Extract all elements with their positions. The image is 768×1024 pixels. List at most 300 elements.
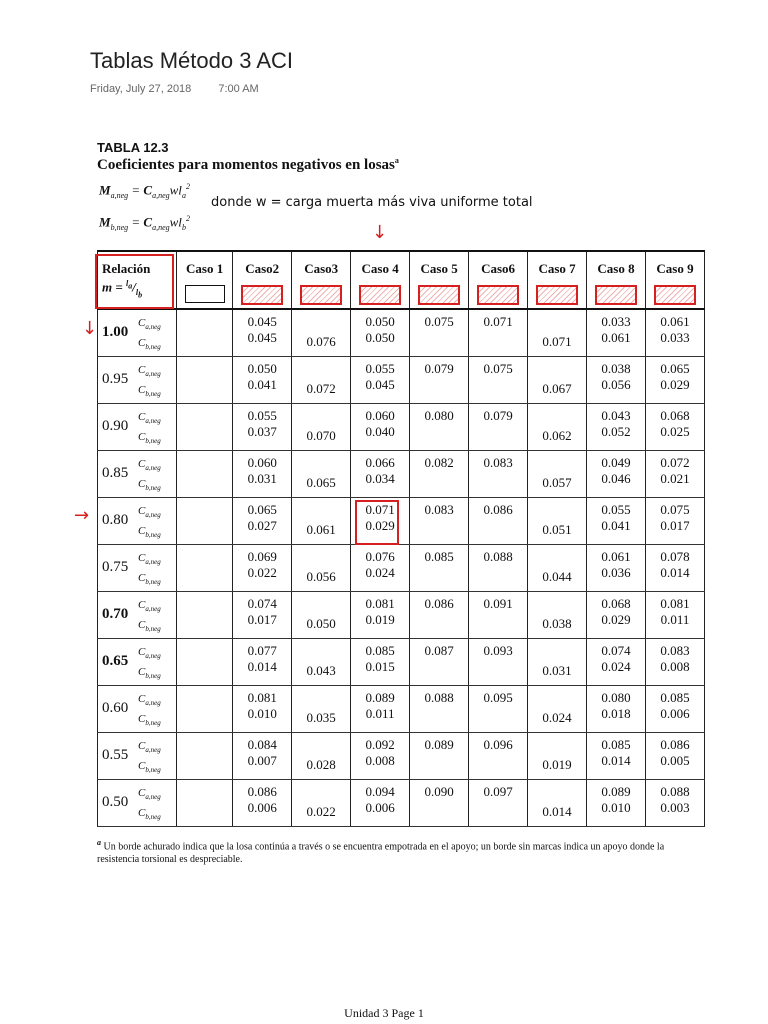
table-row <box>98 497 705 544</box>
cell-c4 <box>351 544 410 591</box>
coef-b: 0.006 <box>247 799 277 815</box>
coef-b: 0.003 <box>660 799 690 815</box>
header-relacion: Relación $m = ^{l_a}/_{l_b}$ <box>98 251 177 309</box>
coef-a: 0.080 <box>424 407 454 423</box>
cell-c8 <box>587 403 646 450</box>
page-meta <box>90 83 283 95</box>
cell-c1 <box>177 403 233 450</box>
cell-c9 <box>646 732 705 779</box>
coef-a: 0.061 <box>660 314 690 329</box>
page-title: Tablas Método 3 ACI <box>90 48 294 73</box>
cell-c5 <box>410 591 469 638</box>
case-label: Caso 9 <box>656 261 694 276</box>
coef-a: 0.074 <box>247 595 277 611</box>
cell-c5 <box>410 685 469 732</box>
coef-a: 0.069 <box>247 548 277 564</box>
coef-b: 0.019 <box>542 756 572 772</box>
coef-b: 0.007 <box>247 752 277 768</box>
case-label: Caso 8 <box>597 261 635 276</box>
coef-b: 0.025 <box>660 423 690 439</box>
coef-a: 0.074 <box>601 642 631 658</box>
coef-b: 0.062 <box>542 427 572 443</box>
coef-a: 0.089 <box>365 689 395 705</box>
coef-b: 0.014 <box>660 564 690 580</box>
cell-c5 <box>410 450 469 497</box>
arrow-right-annotation-m080: → <box>74 505 90 526</box>
coefficient-symbols: $C_{a,neg}$ $C_{b,neg}$ <box>138 692 161 727</box>
cell-c9 <box>646 544 705 591</box>
cell-c2 <box>233 591 292 638</box>
coef-b: 0.028 <box>306 756 336 772</box>
cell-c4 <box>351 356 410 403</box>
coef-a: 0.085 <box>424 548 454 564</box>
relation-value: 0.65 <box>102 652 129 669</box>
table-subtitle: Coeficientes para momentos negativos en losas$^a$ <box>97 156 399 173</box>
cell-c3 <box>292 309 351 356</box>
coef-a: 0.083 <box>424 501 454 517</box>
coef-a: 0.055 <box>247 407 277 423</box>
coef-b: 0.061 <box>601 330 631 345</box>
cell-c9 <box>646 591 705 638</box>
cell-c1 <box>177 450 233 497</box>
coef-b: 0.017 <box>247 611 277 627</box>
coef-a: 0.060 <box>247 454 277 470</box>
relation-value: 0.55 <box>102 746 129 763</box>
cell-c1 <box>177 356 233 403</box>
cell-c7 <box>528 309 587 356</box>
coef-b: 0.052 <box>601 423 631 439</box>
coef-b: 0.045 <box>365 376 395 392</box>
slab-edge-icon <box>595 285 637 305</box>
coef-a: 0.078 <box>660 548 690 564</box>
coef-b: 0.046 <box>601 470 631 486</box>
table-body <box>98 309 705 826</box>
coef-a: 0.055 <box>365 360 395 376</box>
coef-a: 0.086 <box>247 783 277 799</box>
header-case-5 <box>410 251 469 309</box>
relation-value: 0.75 <box>102 558 129 575</box>
cell-c5 <box>410 544 469 591</box>
cell-c4 <box>351 497 410 544</box>
relation-cell <box>98 544 177 591</box>
case-label: Caso 4 <box>361 261 399 276</box>
cell-c7 <box>528 591 587 638</box>
case-label: Caso3 <box>304 261 339 276</box>
equation-mb: $M_{b,neg} = C_{a,neg}wl_b^2$ <box>99 214 190 232</box>
coef-b: 0.018 <box>601 705 631 721</box>
cell-c5 <box>410 356 469 403</box>
coefficient-symbols: $C_{a,neg}$ $C_{b,neg}$ <box>138 410 161 445</box>
table-document <box>97 140 705 238</box>
relation-value: 0.90 <box>102 417 129 434</box>
coef-a: 0.075 <box>424 314 454 329</box>
cell-c9 <box>646 497 705 544</box>
header-case-7 <box>528 251 587 309</box>
slab-edge-icon <box>477 285 519 305</box>
coef-a: 0.083 <box>483 454 513 470</box>
coef-a: 0.081 <box>365 595 395 611</box>
slab-edge-icon <box>359 285 401 305</box>
table-row <box>98 544 705 591</box>
case-label: Caso 1 <box>186 261 224 276</box>
coef-b: 0.022 <box>247 564 277 580</box>
cell-c2 <box>233 732 292 779</box>
table-row <box>98 685 705 732</box>
coef-b: 0.045 <box>247 330 277 345</box>
coef-b: 0.031 <box>542 662 572 678</box>
equation-ma: $M_{a,neg} = C_{a,neg}wl_a^2$ <box>99 182 190 200</box>
table-row <box>98 779 705 826</box>
coef-b: 0.031 <box>247 470 277 486</box>
coef-a: 0.080 <box>601 689 631 705</box>
coefficient-symbols: $C_{a,neg}$ $C_{b,neg}$ <box>138 504 161 539</box>
arrow-down-annotation-caso4: ↓ <box>372 222 388 243</box>
coef-b: 0.024 <box>542 709 572 725</box>
cell-c4 <box>351 403 410 450</box>
cell-c9 <box>646 685 705 732</box>
coefficient-symbols: $C_{a,neg}$ $C_{b,neg}$ <box>138 786 161 821</box>
coef-a: 0.065 <box>660 360 690 376</box>
cell-c2 <box>233 403 292 450</box>
coef-a: 0.071 <box>365 501 395 517</box>
relation-cell <box>98 356 177 403</box>
coef-b: 0.029 <box>601 611 631 627</box>
equation-note: donde w = carga muerta más viva uniforme total <box>211 195 533 210</box>
header-case-4 <box>351 251 410 309</box>
cell-c6 <box>469 732 528 779</box>
coef-a: 0.043 <box>601 407 631 423</box>
table-row <box>98 591 705 638</box>
slab-edge-icon <box>536 285 578 305</box>
coef-a: 0.094 <box>365 783 395 799</box>
coef-a: 0.093 <box>483 642 513 658</box>
cell-c6 <box>469 591 528 638</box>
cell-c9 <box>646 638 705 685</box>
highlight-box <box>355 500 399 545</box>
coef-a: 0.065 <box>247 501 277 517</box>
coefficient-symbols: $C_{a,neg}$ $C_{b,neg}$ <box>138 457 161 492</box>
cell-c6 <box>469 309 528 356</box>
coef-b: 0.029 <box>365 517 395 533</box>
cell-c1 <box>177 309 233 356</box>
cell-c7 <box>528 685 587 732</box>
coef-a: 0.072 <box>660 454 690 470</box>
cell-c3 <box>292 638 351 685</box>
cell-c8 <box>587 732 646 779</box>
header-case-6 <box>469 251 528 309</box>
coef-b: 0.034 <box>365 470 395 486</box>
relacion-highlight-box <box>95 254 174 309</box>
cell-c6 <box>469 497 528 544</box>
cell-c8 <box>587 779 646 826</box>
coef-b: 0.024 <box>365 564 395 580</box>
cell-c8 <box>587 450 646 497</box>
coef-b: 0.067 <box>542 380 572 396</box>
case-label: Caso 5 <box>420 261 458 276</box>
coef-b: 0.019 <box>365 611 395 627</box>
coef-b: 0.065 <box>306 474 336 490</box>
relation-cell <box>98 450 177 497</box>
coef-a: 0.045 <box>247 314 277 329</box>
cell-c1 <box>177 497 233 544</box>
cell-c3 <box>292 450 351 497</box>
slab-edge-icon <box>241 285 283 305</box>
cell-c4 <box>351 685 410 732</box>
relation-cell <box>98 403 177 450</box>
coef-a: 0.083 <box>660 642 690 658</box>
coef-b: 0.014 <box>601 752 631 768</box>
coef-a: 0.055 <box>601 501 631 517</box>
cell-c6 <box>469 779 528 826</box>
coefficient-symbols: $C_{a,neg}$ $C_{b,neg}$ <box>138 645 161 680</box>
coef-a: 0.085 <box>660 689 690 705</box>
cell-c4 <box>351 638 410 685</box>
coef-b: 0.006 <box>365 799 395 815</box>
coef-b: 0.006 <box>660 705 690 721</box>
cell-c1 <box>177 638 233 685</box>
cell-c7 <box>528 450 587 497</box>
cell-c3 <box>292 544 351 591</box>
equations <box>97 180 705 238</box>
coef-a: 0.077 <box>247 642 277 658</box>
coefficient-symbols: $C_{a,neg}$ $C_{b,neg}$ <box>138 739 161 774</box>
header-case-9 <box>646 251 705 309</box>
cell-c7 <box>528 638 587 685</box>
cell-c8 <box>587 638 646 685</box>
coef-a: 0.085 <box>601 736 631 752</box>
coef-b: 0.041 <box>247 376 277 392</box>
coef-a: 0.096 <box>483 736 513 752</box>
table-row <box>98 450 705 497</box>
coef-b: 0.011 <box>365 705 395 721</box>
case-label: Caso 7 <box>538 261 576 276</box>
case-label: Caso6 <box>481 261 516 276</box>
coef-a: 0.082 <box>424 454 454 470</box>
coef-a: 0.095 <box>483 689 513 705</box>
relation-cell <box>98 638 177 685</box>
coef-a: 0.068 <box>660 407 690 423</box>
coef-a: 0.097 <box>483 783 513 799</box>
coef-b: 0.029 <box>660 376 690 392</box>
cell-c2 <box>233 356 292 403</box>
cell-c2 <box>233 450 292 497</box>
cell-c7 <box>528 732 587 779</box>
coef-a: 0.090 <box>424 783 454 799</box>
coef-a: 0.088 <box>483 548 513 564</box>
coef-a: 0.075 <box>660 501 690 517</box>
cell-c5 <box>410 403 469 450</box>
relation-value: 0.95 <box>102 370 129 387</box>
coef-a: 0.081 <box>247 689 277 705</box>
coef-a: 0.076 <box>365 548 395 564</box>
relation-cell <box>98 309 177 356</box>
coefficient-symbols: $C_{a,neg}$ $C_{b,neg}$ <box>138 598 161 633</box>
coef-b: 0.027 <box>247 517 277 533</box>
slab-edge-icon <box>300 285 342 305</box>
cell-c8 <box>587 591 646 638</box>
coef-b: 0.021 <box>660 470 690 486</box>
cell-c4 <box>351 591 410 638</box>
relation-cell <box>98 685 177 732</box>
coef-a: 0.061 <box>601 548 631 564</box>
table-label: TABLA 12.3 <box>97 140 169 155</box>
table-row <box>98 732 705 779</box>
coef-b: 0.037 <box>247 423 277 439</box>
cell-c2 <box>233 309 292 356</box>
cell-c7 <box>528 497 587 544</box>
coef-a: 0.079 <box>424 360 454 376</box>
coef-b: 0.051 <box>542 521 572 537</box>
cell-c9 <box>646 779 705 826</box>
cell-c6 <box>469 403 528 450</box>
cell-c7 <box>528 356 587 403</box>
cell-c8 <box>587 685 646 732</box>
coef-a: 0.091 <box>483 595 513 611</box>
slab-edge-icon <box>185 285 225 303</box>
coef-b: 0.008 <box>365 752 395 768</box>
cell-c7 <box>528 403 587 450</box>
coef-b: 0.035 <box>306 709 336 725</box>
coef-a: 0.088 <box>660 783 690 799</box>
coef-b: 0.017 <box>660 517 690 533</box>
cell-c3 <box>292 591 351 638</box>
header-case-1 <box>177 251 233 309</box>
coefficients-table <box>97 250 705 827</box>
coef-a: 0.066 <box>365 454 395 470</box>
coef-a: 0.071 <box>483 314 513 329</box>
cell-c6 <box>469 450 528 497</box>
cell-c4 <box>351 732 410 779</box>
relation-value: 0.60 <box>102 699 129 716</box>
cell-c2 <box>233 497 292 544</box>
coef-a: 0.079 <box>483 407 513 423</box>
coef-a: 0.086 <box>660 736 690 752</box>
cell-c5 <box>410 732 469 779</box>
cell-c3 <box>292 685 351 732</box>
relation-cell <box>98 779 177 826</box>
arrow-down-annotation-m100: ↓ <box>82 318 98 339</box>
cell-c5 <box>410 638 469 685</box>
coef-b: 0.010 <box>601 799 631 815</box>
header-case-2 <box>233 251 292 309</box>
coef-b: 0.038 <box>542 615 572 631</box>
cell-c9 <box>646 450 705 497</box>
header-case-8 <box>587 251 646 309</box>
cell-c3 <box>292 779 351 826</box>
coef-b: 0.072 <box>306 380 336 396</box>
cell-c2 <box>233 685 292 732</box>
coef-a: 0.087 <box>424 642 454 658</box>
coef-b: 0.014 <box>247 658 277 674</box>
relation-cell <box>98 497 177 544</box>
cell-c9 <box>646 403 705 450</box>
cell-c4 <box>351 779 410 826</box>
cell-c1 <box>177 591 233 638</box>
cell-c1 <box>177 685 233 732</box>
cell-c7 <box>528 544 587 591</box>
coef-b: 0.056 <box>601 376 631 392</box>
coef-b: 0.071 <box>542 333 572 349</box>
table-row <box>98 403 705 450</box>
cell-c1 <box>177 544 233 591</box>
coef-b: 0.041 <box>601 517 631 533</box>
slab-edge-icon <box>654 285 696 305</box>
page-time: 7:00 AM <box>218 83 259 95</box>
cell-c3 <box>292 403 351 450</box>
coef-a: 0.084 <box>247 736 277 752</box>
coef-b: 0.050 <box>365 330 395 345</box>
coef-b: 0.040 <box>365 423 395 439</box>
cell-c5 <box>410 779 469 826</box>
cell-c7 <box>528 779 587 826</box>
coef-a: 0.092 <box>365 736 395 752</box>
cell-c4 <box>351 309 410 356</box>
coefficient-symbols: $C_{a,neg}$ $C_{b,neg}$ <box>138 317 161 352</box>
coef-b: 0.011 <box>660 611 690 627</box>
relation-value: 0.70 <box>102 605 129 622</box>
coef-b: 0.014 <box>542 803 572 819</box>
coef-b: 0.070 <box>306 427 336 443</box>
page-footer: Unidad 3 Page 1 <box>344 1006 424 1020</box>
coef-b: 0.005 <box>660 752 690 768</box>
cell-c3 <box>292 356 351 403</box>
coef-a: 0.075 <box>483 360 513 376</box>
header-row <box>98 251 705 309</box>
coef-a: 0.060 <box>365 407 395 423</box>
coef-b: 0.022 <box>306 803 336 819</box>
cell-c3 <box>292 497 351 544</box>
coef-b: 0.061 <box>306 521 336 537</box>
table-row <box>98 309 705 356</box>
coef-a: 0.088 <box>424 689 454 705</box>
cell-c1 <box>177 732 233 779</box>
relation-value: 0.50 <box>102 793 129 810</box>
cell-c6 <box>469 685 528 732</box>
slab-edge-icon <box>418 285 460 305</box>
coef-b: 0.043 <box>306 662 336 678</box>
coef-a: 0.089 <box>601 783 631 799</box>
coef-b: 0.076 <box>306 333 336 349</box>
relation-value: 0.80 <box>102 511 129 528</box>
cell-c9 <box>646 309 705 356</box>
coef-a: 0.038 <box>601 360 631 376</box>
coef-a: 0.086 <box>424 595 454 611</box>
coef-b: 0.033 <box>660 330 690 345</box>
coef-b: 0.015 <box>365 658 395 674</box>
cell-c8 <box>587 497 646 544</box>
cell-c2 <box>233 544 292 591</box>
coef-a: 0.085 <box>365 642 395 658</box>
cell-c9 <box>646 356 705 403</box>
cell-c8 <box>587 544 646 591</box>
coef-b: 0.024 <box>601 658 631 674</box>
coef-b: 0.056 <box>306 568 336 584</box>
coef-b: 0.057 <box>542 474 572 490</box>
cell-c6 <box>469 544 528 591</box>
coef-a: 0.050 <box>365 314 395 329</box>
coef-b: 0.008 <box>660 658 690 674</box>
coef-a: 0.033 <box>601 314 631 329</box>
table-row <box>98 638 705 685</box>
header-case-3 <box>292 251 351 309</box>
cell-c8 <box>587 309 646 356</box>
coefficient-symbols: $C_{a,neg}$ $C_{b,neg}$ <box>138 363 161 398</box>
coef-b: 0.010 <box>247 705 277 721</box>
relation-cell <box>98 591 177 638</box>
page-date: Friday, July 27, 2018 <box>90 83 192 95</box>
coef-a: 0.081 <box>660 595 690 611</box>
cell-c1 <box>177 779 233 826</box>
